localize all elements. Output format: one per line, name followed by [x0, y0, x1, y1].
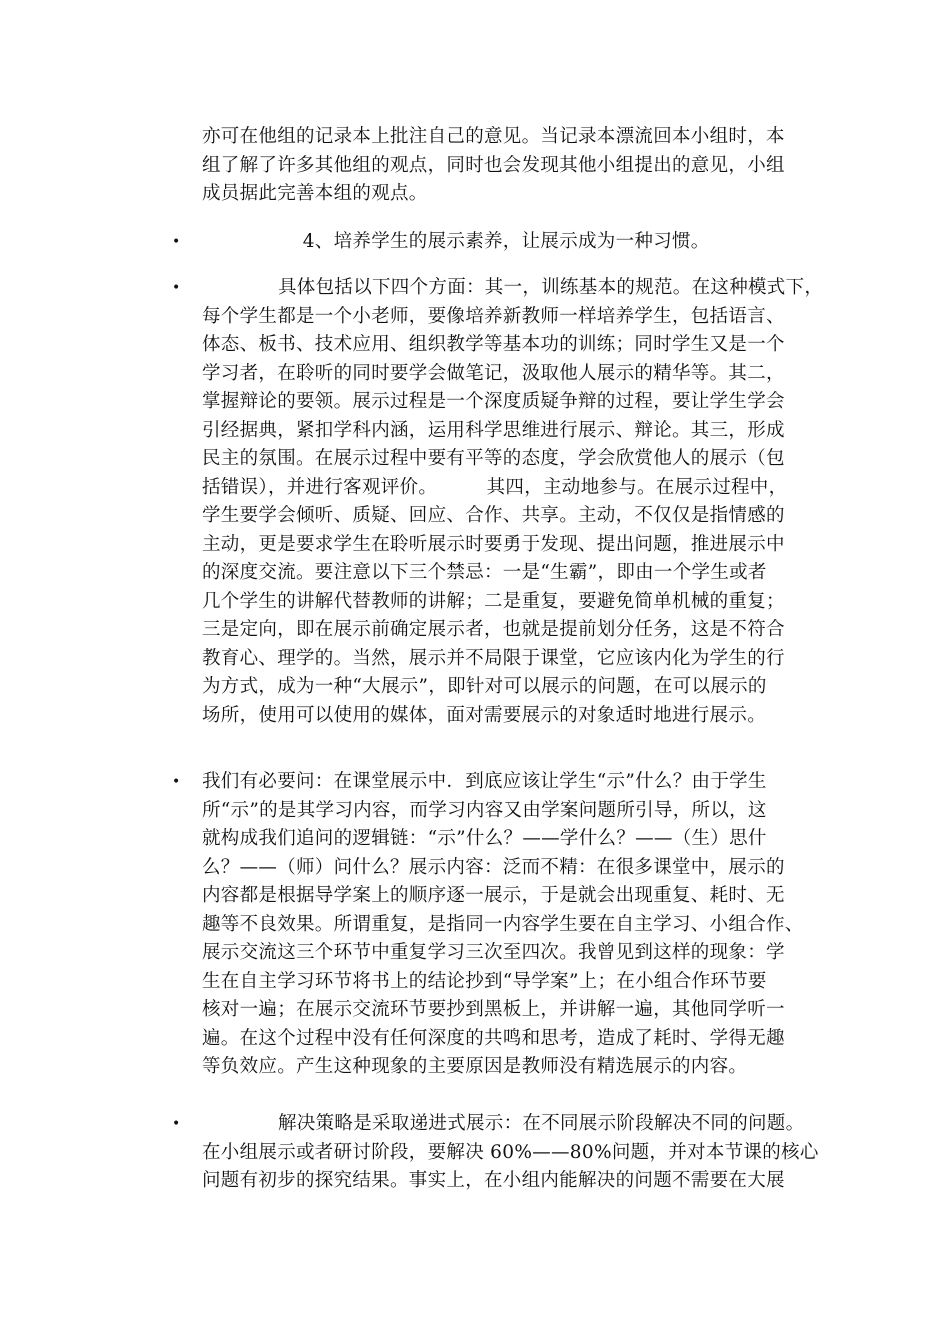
text-line: 内容都是根据导学案上的顺序逐一展示，于是就会出现重复、耗时、无	[202, 885, 785, 906]
text-line: 学生要学会倾听、质疑、回应、合作、共享。主动，不仅仅是指情感的	[202, 505, 785, 526]
text-line: 学习者，在聆听的同时要学会做笔记，汲取他人展示的精华等。其二，	[202, 362, 785, 384]
text-line: 每个学生都是一个小老师，要像培养新教师一样培养学生，包括语言、	[202, 305, 785, 327]
text-line: 展示交流这三个环节中重复学习三次至四次。我曾见到这样的现象：学	[202, 942, 785, 963]
text-line: 所“示”的是其学习内容，而学习内容又由学案问题所引导，所以，这	[202, 799, 767, 821]
text-line: 在小组展示或者研讨阶段，要解决 60%——80%问题，并对本节课的核心	[202, 1141, 819, 1163]
text-line: 问题有初步的探究结果。事实上，在小组内能解决的问题不需要在大展	[202, 1170, 785, 1191]
text-line: 体态、板书、技术应用、组织教学等基本功的训练；同时学生又是一个	[202, 334, 785, 355]
text-line: 遍。在这个过程中没有任何深度的共鸣和思考，造成了耗时、学得无趣	[202, 1027, 785, 1049]
text-line: 么？——（师）问什么？展示内容：泛而不精：在很多课堂中，展示的	[202, 856, 785, 878]
text-line: 等负效应。产生这种现象的主要原因是教师没有精选展示的内容。	[202, 1056, 748, 1077]
text-line: 掌握辩论的要领。展示过程是一个深度质疑争辩的过程，要让学生学会	[202, 391, 785, 412]
text-line: 括错误），并进行客观评价。 其四，主动地参与。在展示过程中，	[202, 476, 788, 498]
text-line: 教育心、理学的。当然，展示并不局限于课堂，它应该内化为学生的行	[202, 647, 785, 669]
bullet-icon: •	[172, 774, 181, 790]
bullet-icon: •	[172, 1116, 181, 1132]
text-line: 生在自主学习环节将书上的结论抄到“导学案”上；在小组合作环节要	[202, 970, 767, 992]
text-line: 亦可在他组的记录本上批注自己的意见。当记录本漂流回本小组时，本	[202, 126, 785, 147]
bullet-paragraph-1	[202, 228, 812, 257]
bullet-paragraph-4	[202, 1110, 819, 1196]
text-line: 场所，使用可以使用的媒体，面对需要展示的对象适时地进行展示。	[202, 704, 767, 726]
text-line: 为方式，成为一种“大展示”，即针对可以展示的问题，在可以展示的	[202, 676, 767, 697]
bullet-paragraph-3	[202, 768, 812, 1082]
text-line: 几个学生的讲解代替教师的讲解；二是重复，要避免简单机械的重复；	[202, 590, 785, 612]
text-line: 4、培养学生的展示素养，让展示成为一种习惯。	[278, 231, 710, 252]
text-line: 民主的氛围。在展示过程中要有平等的态度，学会欣赏他人的展示（包	[202, 448, 785, 469]
text-line: 引经据典，紧扣学科内涵，运用科学思维进行展示、辩论。其三，形成	[202, 419, 785, 441]
text-line: 具体包括以下四个方面：其一，训练基本的规范。在这种模式下，	[278, 277, 824, 298]
text-line: 趣等不良效果。所谓重复，是指同一内容学生要在自主学习、小组合作、	[202, 913, 804, 935]
text-line: 的深度交流。要注意以下三个禁忌：一是“生霸”，即由一个学生或者	[202, 562, 767, 583]
intro-paragraph	[202, 123, 812, 209]
text-line: 解决策略是采取递进式展示：在不同展示阶段解决不同的问题。	[278, 1113, 805, 1134]
text-line: 主动，更是要求学生在聆听展示时要勇于发现、提出问题，推进展示中	[202, 533, 785, 555]
bullet-paragraph-2	[202, 274, 824, 730]
text-line: 成员据此完善本组的观点。	[202, 183, 428, 204]
text-line: 核对一遍；在展示交流环节要抄到黑板上，并讲解一遍，其他同学听一	[202, 999, 785, 1020]
text-line: 三是定向，即在展示前确定展示者，也就是提前划分任务，这是不符合	[202, 619, 785, 640]
text-line: 就构成我们追问的逻辑链：“示”什么？——学什么？——（生）思什	[202, 828, 767, 849]
bullet-icon: •	[172, 280, 181, 296]
text-line: 组了解了许多其他组的观点，同时也会发现其他小组提出的意见，小组	[202, 154, 785, 176]
bullet-icon: •	[172, 234, 181, 250]
text-line: 我们有必要问：在课堂展示中．到底应该让学生“示”什么？由于学生	[202, 771, 767, 792]
